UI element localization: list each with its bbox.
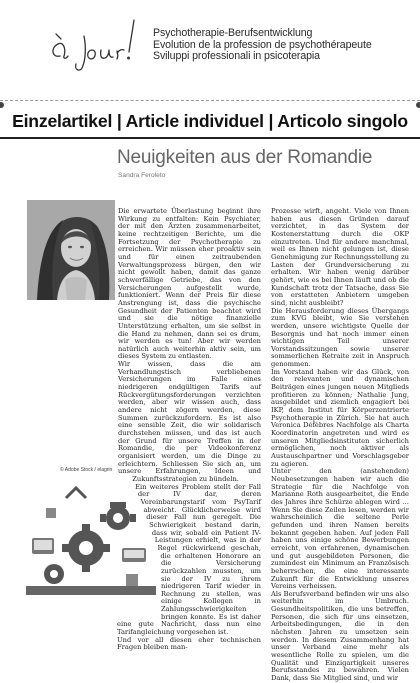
header-line: Psychotherapie-Berufsentwicklung bbox=[153, 27, 313, 39]
paragraph: Und vor all diesen eher technischen Fragen bleiben man- bbox=[117, 635, 261, 652]
dotted-divider bbox=[0, 100, 420, 101]
article-column-2 bbox=[271, 208, 409, 683]
paragraph: Ein weiteres Problem stellt der Fall der IV dar, deren Vereinbarungstarif vom PsyTarif abweicht. Glücklicherweise wird dieser Fall nun geregelt. Die Schwierigkeit bestand darin, dass wir, sobald ein Patient IV-Leistungen erhielt, was in der Regel rückwirkend geschah, die erhaltenen Honorare an die Versicherung zurückzahlen mussten, um sie der IV zu ihrem niedrigeren Tarif wieder in Rechnung zu stellen, was einige Kollegen in Zahlungsschwierigkeiten bringen konnte. Es ist daher eine gute Nachricht, dass nun eine Tarifangleichung vorgesehen ist. bbox=[117, 482, 261, 637]
journal-header bbox=[153, 28, 418, 63]
paragraph: Die erwartete Überlastung beginnt ihre Wirkung zu entfalten: Kein Psychiater, der mit den Ärzten zusammenarbeitet, keine rechtzeitigen Berichte, um die Fortsetzung der Psychotherapie zu erreichen. Wir müssen eher proaktiv sein und für einen zeitraubenden Verwaltungsprozess bürgen, den wir nicht gewollt haben, damit das ganze schwerfällige Getriebe, das von den Versicherungen aufgestellt wurde, funktioniert. Wenn der Preis für diese Anstrengung ist, dass die psychische Gesundheit der Patienten beachtet wird und sie die nötige finanzielle Unterstützung erhalten, um sie selbst in die Hand zu nehmen, dann sei es drum, wir werden es tun! Aber wir werden natürlich auch weiterhin aktiv sein, um dieses System zu entlasten. bbox=[118, 207, 261, 361]
gears-illustration bbox=[26, 478, 156, 595]
paragraph: Im Vorstand haben wir das Glück, von den relevanten und dynamischen Beiträgen eines jungen neuen Mitglieds profitieren zu können; Nathalie Jung, ausgebildet und ziemlich engagiert bei IKP, dem Institut für Körperzentrierte Psychotherapie in Zürich. Sie hat auch Veronica Défèbres Nachfolge als Charta Koordinatorin angetreten und wird es unseren Mitgliedsinstituten sicherlich ermöglichen, noch aktiver als Austauschpartner und Vorschlagsgeber zu agieren. bbox=[271, 367, 409, 468]
paragraph: Unter den (anstehenden) Neubesetzungen haben wir auch die Strategie für die Nachfolge von Marianne Roth ausgearbeitet, die Ende des Jahres ihre Schürze ablegen wird … Wenn Sie diese Zeilen lesen, werden wir wahrscheinlich die seltene Perle gefunden und ihren Namen bereits bekannt gegeben haben. Auf jeden Fall haben uns einige schöne Bewerbungen erreicht, von erfahrenen, dynamischen und gut ausgebildeten Personen, die zumindest ein Minimum an Französisch beherrschen, die eine interessante Zukunft für die Entwicklung unseres Vereins verheissen. bbox=[271, 467, 409, 591]
article-author: Sandra Feroleto bbox=[118, 172, 166, 179]
image-caption: © Adobe Stock / elagrin bbox=[60, 467, 113, 473]
header-line: Evolution de la profession de psychothérapeute bbox=[153, 38, 372, 51]
article-type-banner bbox=[0, 103, 420, 138]
banner-rule bbox=[0, 137, 420, 139]
banner-title: Einzelartikel | Article individuel | Articolo singolo bbox=[12, 111, 408, 131]
paragraph: Wir wissen, dass die am Verhandlungstisch verbliebenen Versicherungen im Falle eines niedrigeren endgültigen Tarifs auf Rückvergütungsforderungen verzichten werden, aber wir wissen auch, dass andere nicht zögern werden, diese Summen zurückzufordern. Es ist also eine sensible Zeit, die wir solidarisch durchstehen müssen, und das ist auch der Grund für unsere Treffen in der Romandie, die per Videokonferenz organisiert werden, um die Dinge zu erleichtern. Schliessen Sie sich an, um unsere Erfahrungen, Ideen und Zukunftsstrategien zu bündeln. bbox=[118, 360, 261, 483]
paragraph: Als Berufsverband befinden wir uns also weiterhin im Umbruch. Gesundheitspolitiken, die uns betreffen, Personen, die sich für uns einsetzen, Arbeitsbedingungen, die in den nächsten Jahren zu umsetzen sein werden. In diesem Zusammenhang hat unser Verband eine mehr als wesentliche Rolle zu spielen, um die Qualität und Einzigartigkeit unseres Berufsstandes zu bewahren. Vielen Dank, dass Sie Mitglied sind, und wir bbox=[271, 589, 409, 683]
paragraph: Prozesse wirft, angeht. Viele von Ihnen haben aus diesen Gründen darauf verzichtet, in das System der Kostenerstattung durch die OKP einzutreten. Und für andere manchmal, weil es Ihnen nicht gelungen ist, diese Genehmigung zur Rechnungsstellung zu Lasten der Grundversicherung zu erhalten. Wir haben wenig darüber gehört, wie es bei Ihnen läuft und ob die Kundschaft trotz der Tatsache, dass Sie von erstatteten Anbietern umgeben sind, nicht ausbleibt? bbox=[271, 207, 409, 307]
bullet-left-icon bbox=[0, 102, 4, 108]
article-title: Neuigkeiten aus der Romandie bbox=[117, 147, 373, 168]
author-portrait bbox=[27, 200, 115, 300]
paragraph: Die Herausforderung dieses Übergangs zum KVG bleibt, wie Sie verstehen werden, unsere wichtigste Quelle der Besorgnis und hat noch immer einen wichtigen Teil unserer Vorstandssitzungen sowie unserer sommerlichen Retraite zeit in Anspruch genommen. bbox=[271, 306, 409, 369]
header-line: Sviluppi professionali in psicoterapia bbox=[153, 50, 320, 63]
a-jour-logo bbox=[46, 12, 150, 72]
bullet-right-icon bbox=[416, 102, 420, 108]
